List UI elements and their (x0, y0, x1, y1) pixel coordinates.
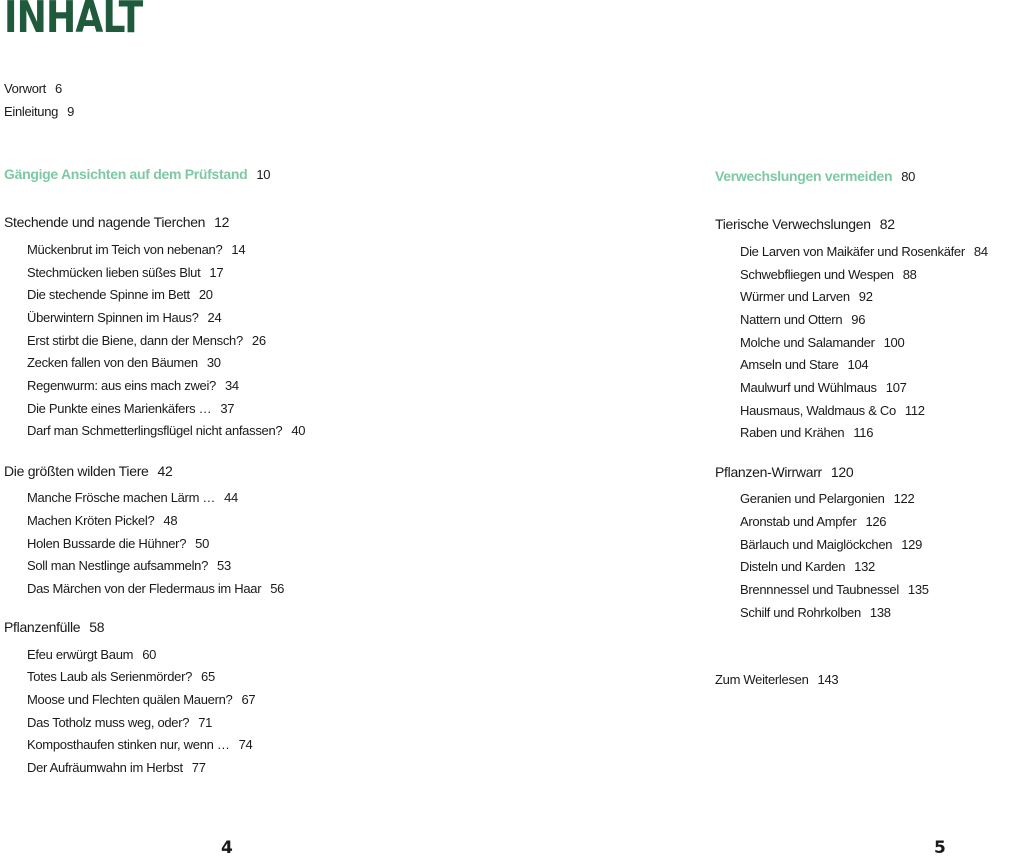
toc-entry-label: Vorwort (4, 81, 46, 96)
toc-entry[interactable] (740, 582, 929, 598)
toc-entry-page: 30 (206, 355, 221, 370)
toc-chapter-label: Pflanzen-Wirrwarr (715, 464, 822, 480)
toc-entry[interactable] (27, 715, 212, 731)
toc-entry-page: 40 (291, 423, 306, 438)
toc-entry-page: 44 (224, 490, 238, 505)
toc-entry-label: Das Märchen von der Fledermaus im Haar (27, 581, 262, 596)
toc-entry-label: Der Aufräumwahn im Herbst (27, 760, 183, 775)
toc-entry-label: Nattern und Ottern (740, 312, 843, 327)
toc-part-page: 10 (256, 167, 271, 182)
toc-entry-page: 17 (209, 265, 224, 280)
toc-entry-page: 104 (847, 357, 869, 372)
toc-entry-label: Amseln und Stare (740, 357, 839, 372)
toc-chapter-label: Pflanzenfülle (4, 619, 81, 635)
toc-entry-page: 88 (902, 267, 917, 282)
toc-entry-label: Hausmaus, Waldmaus & Co (740, 403, 896, 418)
page-number-right: 5 (934, 838, 946, 858)
toc-entry-page: 116 (853, 425, 874, 440)
toc-entry[interactable] (740, 537, 922, 553)
toc-entry-label: Einleitung (4, 104, 59, 119)
toc-entry[interactable] (27, 490, 238, 506)
toc-entry-label: Darf man Schmetterlingsflügel nicht anfassen? (27, 423, 283, 438)
toc-entry[interactable] (27, 558, 231, 574)
toc-chapter-label: Die größten wilden Tiere (4, 463, 149, 479)
toc-entry[interactable] (740, 559, 875, 575)
toc-part-page: 80 (901, 169, 916, 184)
toc-entry-page: 132 (854, 559, 875, 574)
toc-part-label: Gängige Ansichten auf dem Prüfstand (4, 166, 248, 182)
toc-entry[interactable] (27, 287, 213, 303)
toc-entry-page: 37 (220, 401, 235, 416)
toc-entry-label: Aronstab und Ampfer (740, 514, 857, 529)
toc-entry[interactable] (740, 403, 925, 419)
toc-entry-label: Schilf und Rohrkolben (740, 605, 861, 620)
toc-entry-page: 112 (904, 403, 925, 418)
toc-entry[interactable] (27, 536, 209, 552)
toc-chapter-page: 58 (89, 619, 105, 635)
toc-entry-page: 24 (207, 310, 222, 325)
toc-entry-einleitung[interactable] (4, 104, 74, 120)
toc-entry-page: 129 (901, 537, 923, 552)
toc-entry-page: 96 (851, 312, 866, 327)
toc-entry-label: Holen Bussarde die Hühner? (27, 536, 187, 551)
toc-entry[interactable] (27, 378, 239, 394)
toc-entry-label: Molche und Salamander (740, 335, 875, 350)
toc-entry-label: Geranien und Pelargonien (740, 491, 885, 506)
toc-entry-page: 77 (191, 760, 206, 775)
toc-entry[interactable] (27, 401, 234, 417)
toc-entry-label: Das Totholz muss weg, oder? (27, 715, 190, 730)
toc-entry[interactable] (740, 380, 907, 396)
toc-entry-page: 84 (973, 244, 988, 259)
toc-entry[interactable] (27, 692, 255, 708)
toc-chapter-label: Stechende und nagende Tierchen (4, 214, 206, 230)
toc-chapter-page: 82 (879, 216, 895, 232)
toc-entry-label: Zum Weiterlesen (715, 672, 809, 687)
toc-entry-label: Moose und Flechten quälen Mauern? (27, 692, 233, 707)
toc-entry[interactable] (27, 513, 177, 529)
toc-entry-label: Würmer und Larven (740, 289, 850, 304)
toc-entry-label: Regenwurm: aus eins mach zwei? (27, 378, 216, 393)
toc-entry-label: Stechmücken lieben süßes Blut (27, 265, 201, 280)
toc-entry[interactable] (740, 312, 865, 328)
toc-entry[interactable] (27, 333, 266, 349)
toc-entry-page: 26 (251, 333, 266, 348)
toc-entry[interactable] (740, 425, 873, 441)
toc-entry-label: Maulwurf und Wühlmaus (740, 380, 877, 395)
page-number-left: 4 (221, 838, 233, 858)
toc-entry[interactable] (740, 289, 873, 305)
toc-entry-label: Mückenbrut im Teich von nebenan? (27, 242, 223, 257)
toc-part-heading[interactable] (4, 166, 270, 183)
toc-entry-page: 14 (231, 242, 246, 257)
toc-entry-further-reading[interactable] (715, 672, 838, 688)
toc-entry[interactable] (27, 265, 223, 281)
toc-entry-page: 60 (142, 647, 157, 662)
toc-chapter-page: 120 (830, 464, 854, 480)
toc-entry[interactable] (740, 357, 868, 373)
toc-entry-page: 135 (907, 582, 929, 597)
toc-entry-label: Zecken fallen von den Bäumen (27, 355, 198, 370)
toc-entry-label: Überwintern Spinnen im Haus? (27, 310, 199, 325)
toc-entry-page: 107 (885, 380, 907, 395)
toc-entry-label: Disteln und Karden (740, 559, 846, 574)
toc-chapter-heading[interactable] (715, 464, 853, 480)
toc-entry-label: Soll man Nestlinge aufsammeln? (27, 558, 209, 573)
toc-part-heading[interactable] (715, 168, 915, 185)
toc-entry-page: 34 (224, 378, 239, 393)
toc-entry-page: 143 (817, 672, 839, 687)
toc-entry[interactable] (27, 737, 252, 753)
toc-entry[interactable] (27, 310, 221, 326)
toc-entry-page: 6 (54, 81, 62, 96)
toc-entry-page: 56 (270, 581, 285, 596)
toc-entry-label: Brennnessel und Taubnessel (740, 582, 899, 597)
toc-chapter-heading[interactable] (4, 214, 229, 230)
toc-entry-label: Die Larven von Maikäfer und Rosenkäfer (740, 244, 965, 259)
toc-entry[interactable] (27, 423, 305, 439)
toc-entry-label: Schwebfliegen und Wespen (740, 267, 894, 282)
toc-part-label: Verwechslungen vermeiden (715, 168, 893, 184)
toc-entry-page: 65 (201, 669, 215, 684)
toc-entry[interactable] (740, 514, 886, 530)
toc-entry-page: 138 (869, 605, 891, 620)
toc-entry[interactable] (27, 669, 215, 685)
toc-entry-label: Die Punkte eines Marienkäfers … (27, 401, 212, 416)
toc-entry[interactable] (740, 244, 988, 260)
toc-entry-label: Bärlauch und Maiglöckchen (740, 537, 893, 552)
toc-entry[interactable] (27, 581, 284, 597)
toc-entry[interactable] (740, 491, 914, 507)
toc-chapter-heading[interactable] (4, 463, 173, 479)
toc-chapter-label: Tierische Verwechslungen (715, 216, 871, 232)
toc-entry[interactable] (27, 355, 221, 371)
toc-entry-page: 92 (858, 289, 873, 304)
toc-entry-label: Die stechende Spinne im Bett (27, 287, 190, 302)
toc-chapter-page: 42 (157, 463, 173, 479)
toc-entry-page: 100 (883, 335, 905, 350)
toc-entry[interactable] (740, 335, 904, 351)
toc-chapter-heading[interactable] (4, 619, 104, 635)
toc-entry-vorwort[interactable] (4, 81, 62, 97)
page-title: INHALT (4, 0, 143, 43)
toc-entry[interactable] (740, 267, 917, 283)
toc-entry-label: Machen Kröten Pickel? (27, 513, 155, 528)
toc-entry-page: 20 (198, 287, 213, 302)
toc-chapter-page: 12 (214, 214, 230, 230)
toc-entry-page: 48 (163, 513, 178, 528)
toc-entry-page: 9 (67, 104, 75, 119)
toc-entry[interactable] (27, 647, 156, 663)
toc-chapter-heading[interactable] (715, 216, 895, 232)
toc-entry-label: Efeu erwürgt Baum (27, 647, 134, 662)
toc-entry-label: Raben und Krähen (740, 425, 845, 440)
toc-entry[interactable] (27, 242, 245, 258)
toc-entry[interactable] (740, 605, 891, 621)
toc-entry-page: 126 (865, 514, 887, 529)
toc-entry-label: Erst stirbt die Biene, dann der Mensch? (27, 333, 243, 348)
toc-entry-label: Komposthaufen stinken nur, wenn … (27, 737, 230, 752)
toc-entry-page: 50 (195, 536, 210, 551)
toc-entry-page: 71 (198, 715, 213, 730)
toc-entry[interactable] (27, 760, 206, 776)
toc-entry-page: 122 (893, 491, 915, 506)
toc-entry-page: 74 (238, 737, 253, 752)
toc-entry-page: 53 (217, 558, 231, 573)
toc-entry-label: Manche Frösche machen Lärm … (27, 490, 216, 505)
toc-entry-page: 67 (241, 692, 256, 707)
toc-entry-label: Totes Laub als Serienmörder? (27, 669, 193, 684)
